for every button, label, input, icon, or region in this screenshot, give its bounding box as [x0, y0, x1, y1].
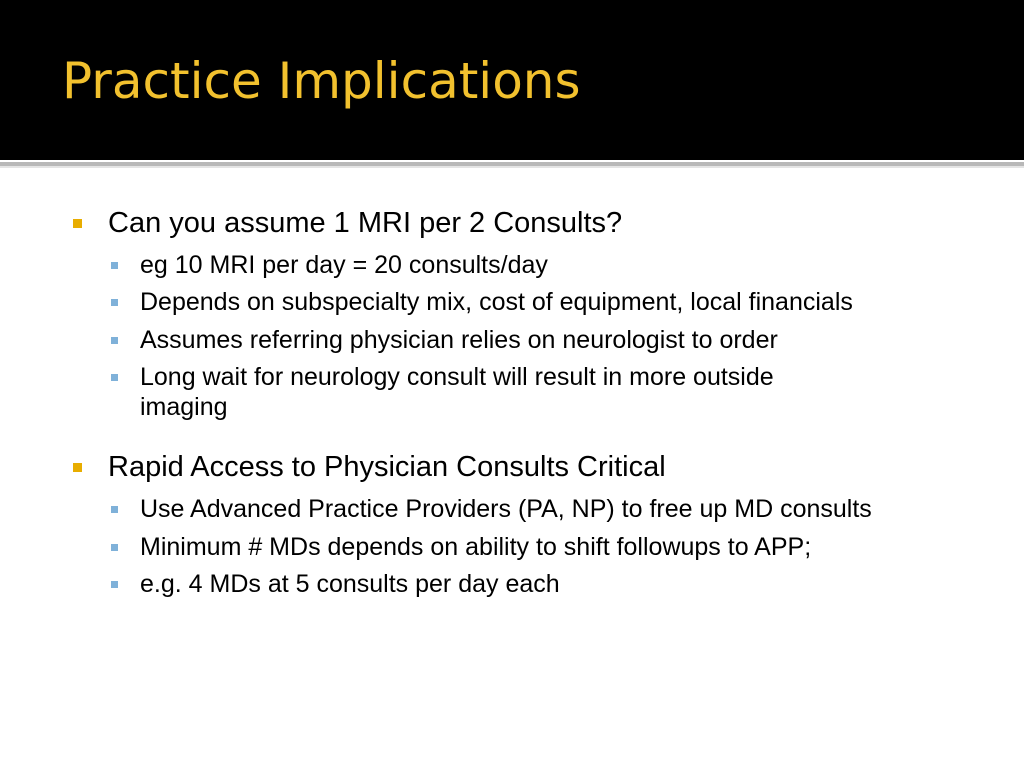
bullet-heading: Can you assume 1 MRI per 2 Consults?: [108, 207, 623, 239]
bullet-item: Depends on subspecialty mix, cost of equipment, local financials: [140, 288, 853, 316]
bullet-marker-level2: [111, 506, 118, 513]
bullet-marker-level2: [111, 262, 118, 269]
bullet-item: Assumes referring physician relies on neurologist to order: [140, 326, 778, 354]
bullet-marker-level2: [111, 337, 118, 344]
bullet-marker-level2: [111, 544, 118, 551]
bullet-marker-level2: [111, 374, 118, 381]
bullet-marker-level2: [111, 299, 118, 306]
bullet-marker-level1: [73, 463, 82, 472]
slide-title: Practice Implications: [62, 52, 581, 110]
bullet-item: e.g. 4 MDs at 5 consults per day each: [140, 570, 560, 598]
bullet-marker-level2: [111, 581, 118, 588]
bullet-item-continuation: imaging: [140, 393, 228, 421]
bullet-item: Minimum # MDs depends on ability to shift followups to APP;: [140, 533, 812, 561]
bullet-heading: Rapid Access to Physician Consults Critical: [108, 451, 666, 483]
bullet-item: Long wait for neurology consult will result in more outside: [140, 363, 774, 391]
bullet-marker-level1: [73, 219, 82, 228]
bullet-item: Use Advanced Practice Providers (PA, NP) to free up MD consults: [140, 495, 872, 523]
bullet-item: eg 10 MRI per day = 20 consults/day: [140, 251, 548, 279]
